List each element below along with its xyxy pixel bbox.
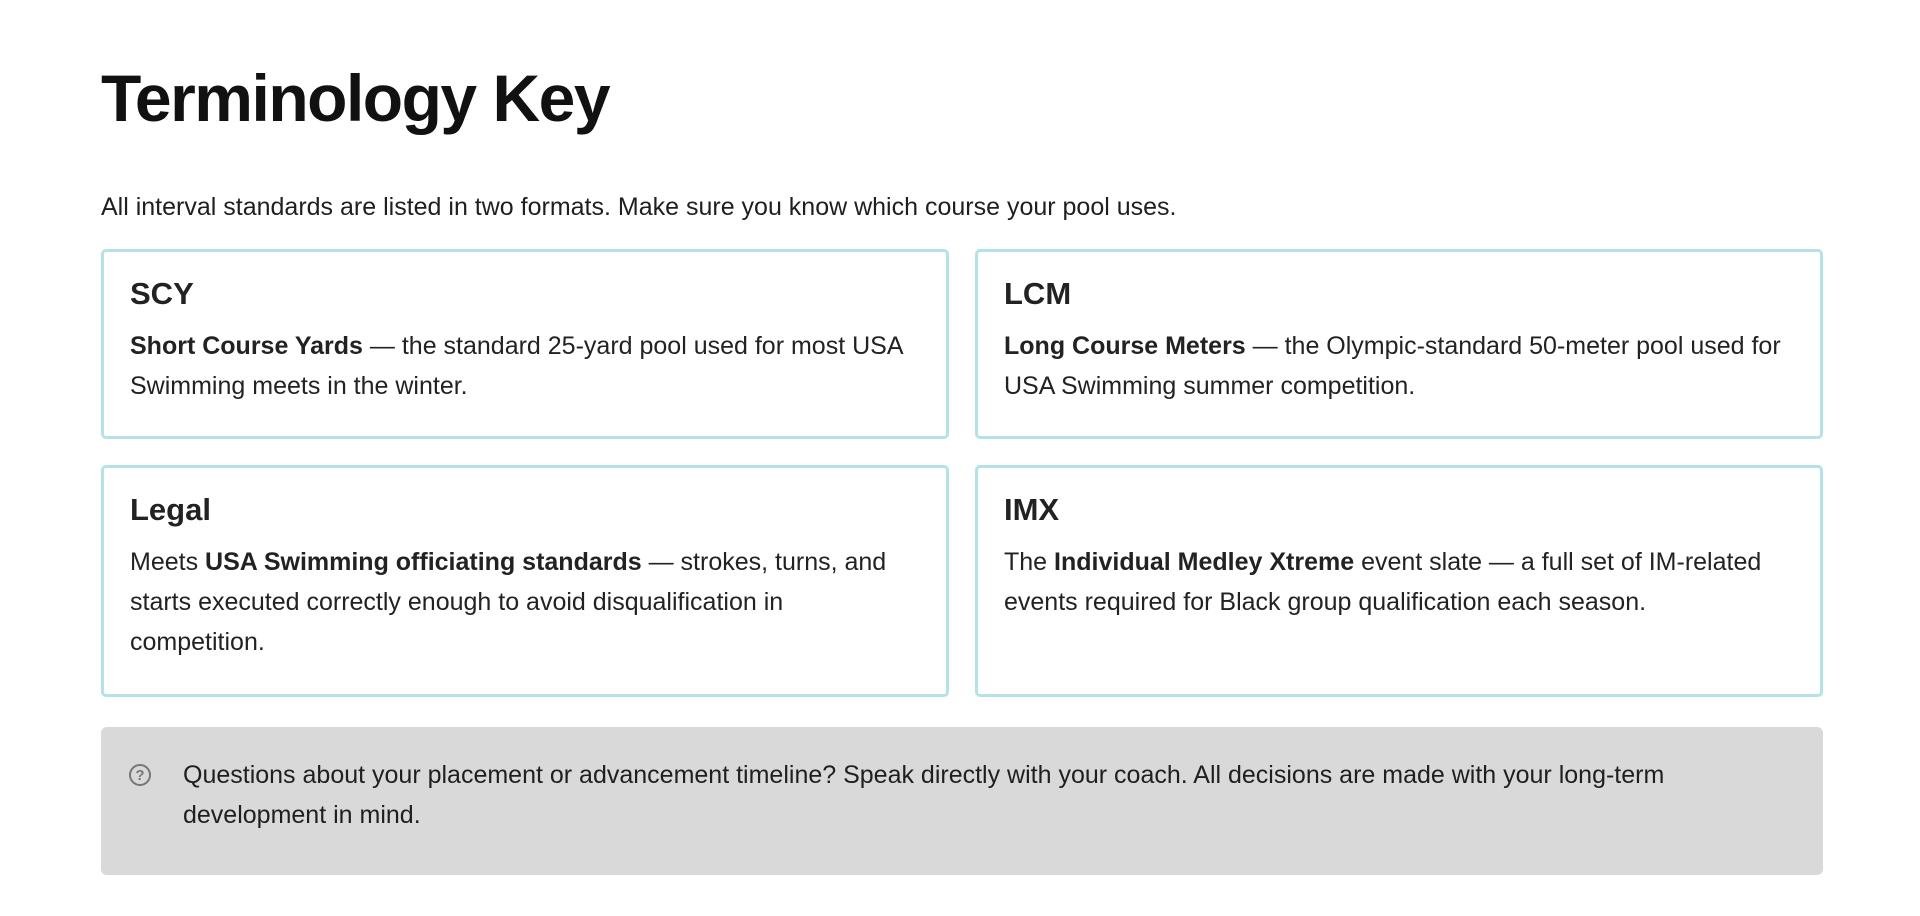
term-definition: — the standard 25-yard pool used for most USA Swimming meets in the winter. — [130, 332, 903, 400]
term-card-title: LCM — [1004, 276, 1072, 311]
term-prefix: The — [1004, 548, 1055, 576]
term-card-scy — [101, 249, 949, 439]
term-prefix: Meets — [130, 548, 206, 576]
terminology-grid — [101, 249, 1823, 697]
question-circle-icon: ? — [129, 764, 151, 786]
term-definition: — the Olympic-standard 50-meter pool used for USA Swimming summer competition. — [1004, 332, 1781, 400]
term-name: USA Swimming officiating standards — [205, 548, 642, 576]
page-title: Terminology Key — [101, 61, 610, 135]
term-card-description — [130, 326, 920, 406]
term-card-imx — [975, 465, 1823, 697]
info-note-text: Questions about your placement or advancement timeline? Speak directly with your coach. All decisions are made with your long-term development in mind. — [183, 761, 1665, 829]
intro-text: All interval standards are listed in two formats. Make sure you know which course your pool uses. — [101, 193, 1177, 221]
term-card-description — [130, 542, 920, 662]
term-definition: — strokes, turns, and starts executed correctly enough to avoid disqualification in competition. — [130, 548, 887, 656]
term-card-title: Legal — [130, 492, 211, 527]
term-card-title: IMX — [1004, 492, 1060, 527]
info-note — [101, 727, 1823, 875]
term-name: Short Course Yards — [130, 332, 363, 360]
term-card-title: SCY — [130, 276, 194, 311]
term-card-description — [1004, 542, 1794, 622]
term-card-description — [1004, 326, 1794, 406]
term-name: Long Course Meters — [1004, 332, 1246, 360]
term-definition: event slate — a full set of IM-related events required for Black group qualification each season. — [1004, 548, 1762, 616]
term-name: Individual Medley Xtreme — [1054, 548, 1355, 576]
term-card-lcm — [975, 249, 1823, 439]
term-card-legal — [101, 465, 949, 697]
